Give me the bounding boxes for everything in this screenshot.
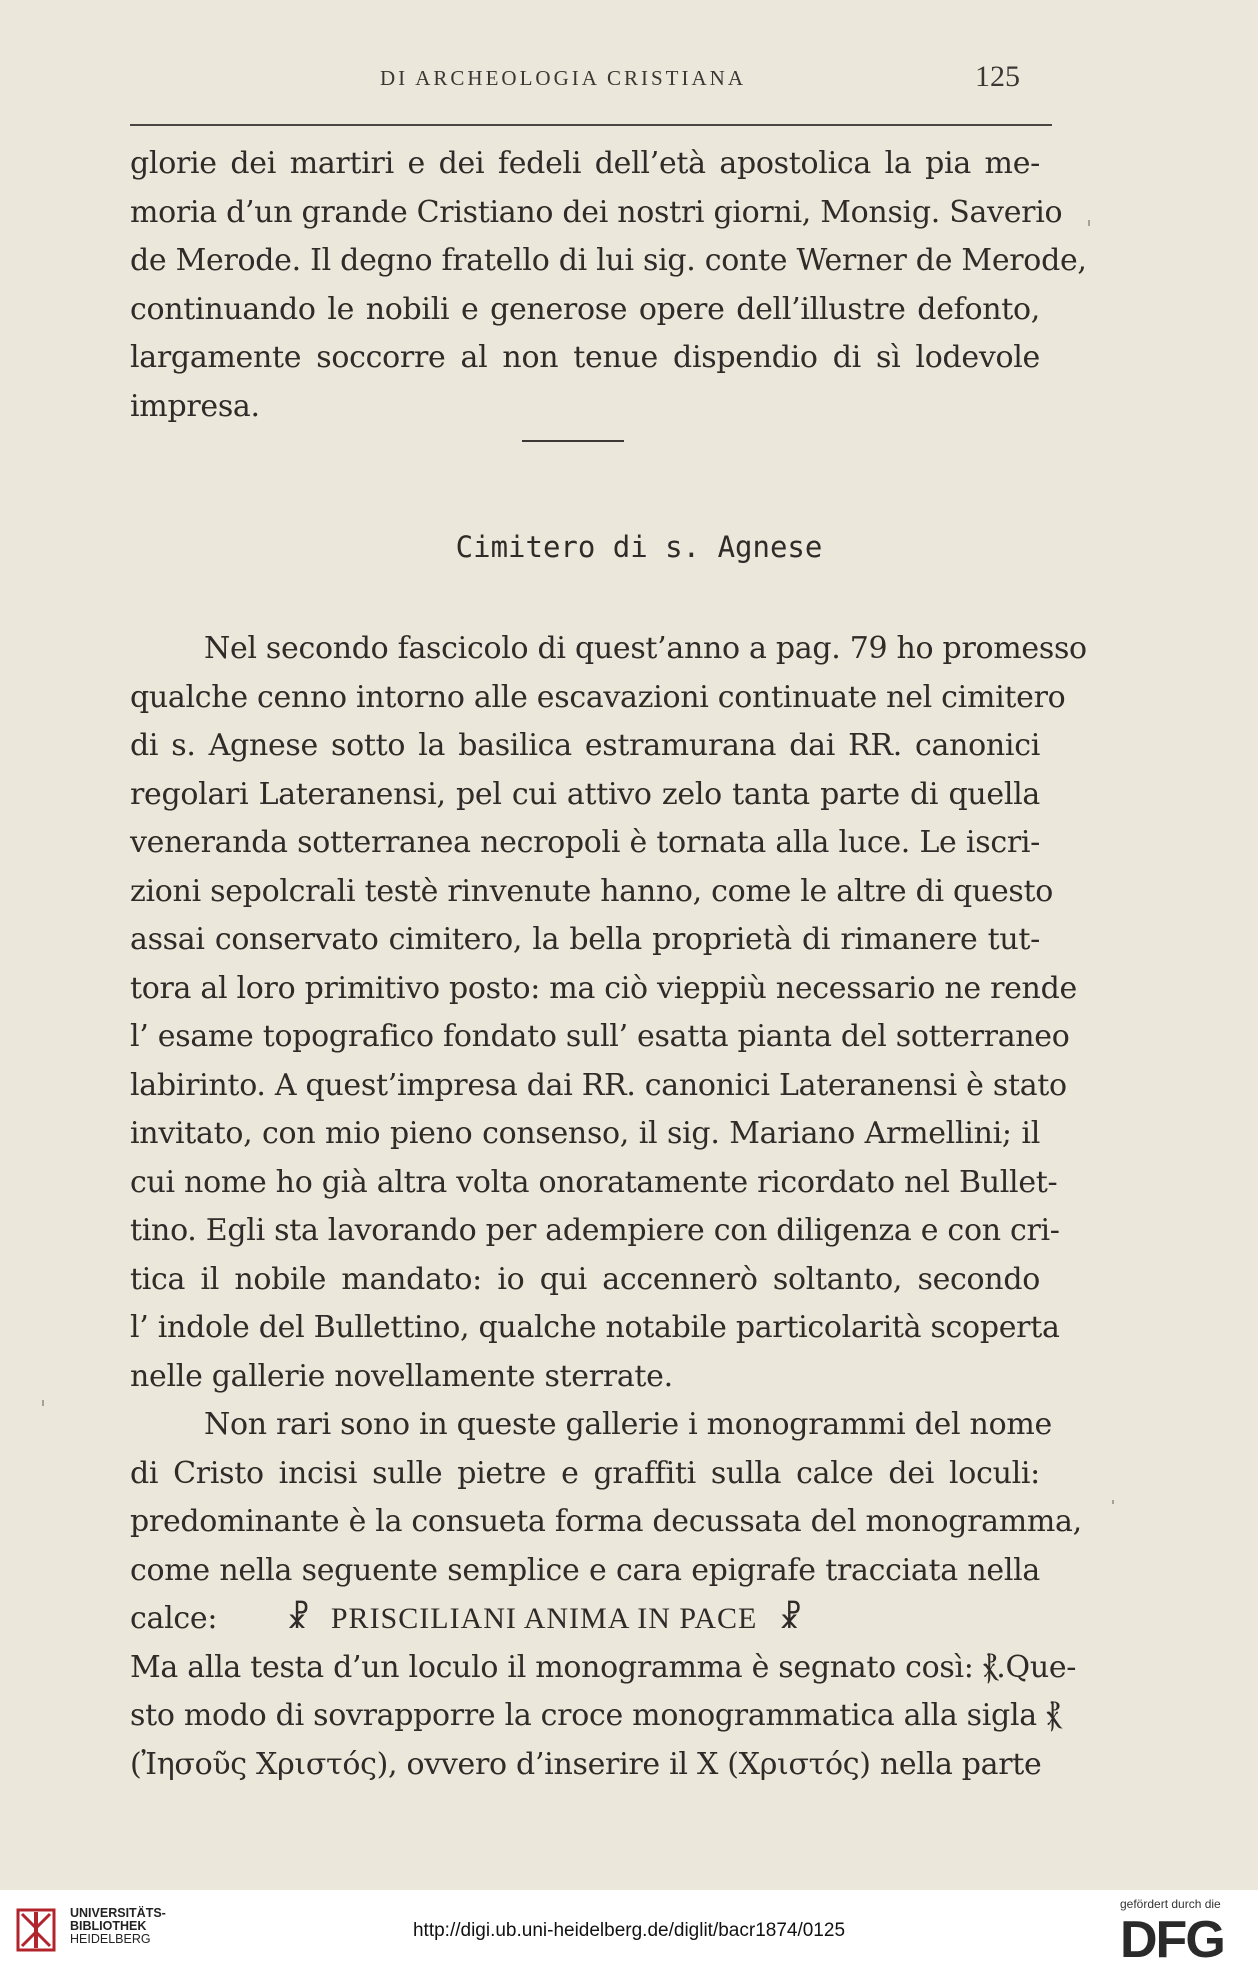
text-line: regolari Lateranensi, pel cui attivo zelo tanta parte di quella (130, 776, 1040, 812)
text-line: cui nome ho già altra volta onoratamente ricordato nel Bullet- (130, 1164, 1058, 1200)
text-line: moria d’un grande Cristiano dei nostri giorni, Monsig. Saverio (130, 194, 1063, 230)
text-line: de Merode. Il degno fratello di lui sig. conte Werner de Merode, (130, 243, 1087, 278)
permalink-url[interactable]: http://digi.ub.uni-heidelberg.de/diglit/bacr1874/0125 (412, 1920, 846, 1941)
text-line: qualche cenno intorno alle escavazioni continuate nel cimitero (130, 679, 1066, 715)
text-line: glorie dei martiri e dei fedeli dell’età apostolica la pia me- (130, 146, 1040, 181)
section-separator (522, 440, 624, 442)
text-line: tino. Egli sta lavorando per adempiere con diligenza e con cri- (130, 1213, 1060, 1248)
text-line: l’ esame topografico fondato sull’ esatta pianta del sotterraneo (130, 1019, 1070, 1054)
page-number: 125 (975, 60, 1020, 93)
inscription-text: PRISCILIANI ANIMA IN PACE (330, 1602, 758, 1635)
section-title: Cimitero di s. Agnese (455, 530, 823, 564)
paper-speck (42, 1400, 44, 1406)
paper-speck (1112, 1500, 1114, 1504)
text-line: zioni sepolcrali testè rinvenute hanno, come le altre di questo (130, 873, 1054, 909)
text-line: predominante è la consueta forma decussata del monogramma, (130, 1504, 1082, 1539)
text-line: (Ἰησοῦς Χριστός), ovvero d’inserire il X (Χριστός) nella parte (130, 1746, 1042, 1782)
text-line: assai conservato cimitero, la bella proprietà di rimanere tut- (130, 922, 1040, 957)
text-line: labirinto. A quest’impresa dai RR. canonici Lateranensi è stato (130, 1067, 1067, 1103)
paragraph-main (130, 625, 1087, 1789)
text-line: tora al loro primitivo posto: ma ciò vieppiù necessario ne rende (130, 970, 1077, 1006)
chi-rho-icon: ☧ (778, 1601, 802, 1636)
dfg-logo: DFG (1120, 1911, 1224, 1969)
paper-speck (1088, 220, 1090, 226)
library-line: BIBLIOTHEK (70, 1919, 147, 1933)
text-line: nelle gallerie novellamente sterrate. (130, 1358, 673, 1394)
text-line: come nella seguente semplice e cara epigrafe tracciata nella (130, 1552, 1040, 1588)
text-line: tica il nobile mandato: io qui accennerò soltanto, secondo (130, 1261, 1040, 1297)
text-line: l’ indole del Bullettino, qualche notabile particolarità scoperta (130, 1310, 1060, 1345)
chi-rho-icon: ☧ (286, 1601, 310, 1636)
header-rule (130, 124, 1052, 126)
text-line: di s. Agnese sotto la basilica estramurana dai RR. canonici (130, 728, 1040, 763)
paragraph-continuation (130, 140, 1087, 431)
text-line: sto modo di sovrapporre la croce monogrammatica alla sigla ⳩ (130, 1698, 1060, 1733)
text-line: veneranda sotterranea necropoli è tornata alla luce. Le iscri- (130, 825, 1040, 860)
text-line: Non rari sono in queste gallerie i monogrammi del nome (204, 1407, 1052, 1442)
text-line: continuando le nobili e generose opere dell’illustre defonto, (130, 291, 1040, 327)
inscription-prefix: calce: (130, 1601, 218, 1636)
text-line: impresa. (130, 388, 260, 424)
text-line: Nel secondo fascicolo di quest’anno a pag. 79 ho promesso (204, 631, 1087, 666)
inscription-line (130, 1595, 1040, 1644)
text-line: Ma alla testa d’un loculo il monogramma è segnato così: ⳩.Que- (130, 1649, 1077, 1685)
library-line: UNIVERSITÄTS- (70, 1906, 166, 1920)
text-line: di Cristo incisi sulle pietre e graffiti sulla calce dei loculi: (130, 1455, 1040, 1491)
funding-note: gefördert durch die (1120, 1897, 1221, 1911)
library-line: HEIDELBERG (70, 1932, 151, 1946)
running-head: DI ARCHEOLOGIA CRISTIANA (380, 66, 746, 90)
text-line: largamente soccorre al non tenue dispendio di sì lodevole (130, 340, 1040, 375)
text-line: invitato, con mio pieno consenso, il sig. Mariano Armellini; il (130, 1116, 1040, 1151)
